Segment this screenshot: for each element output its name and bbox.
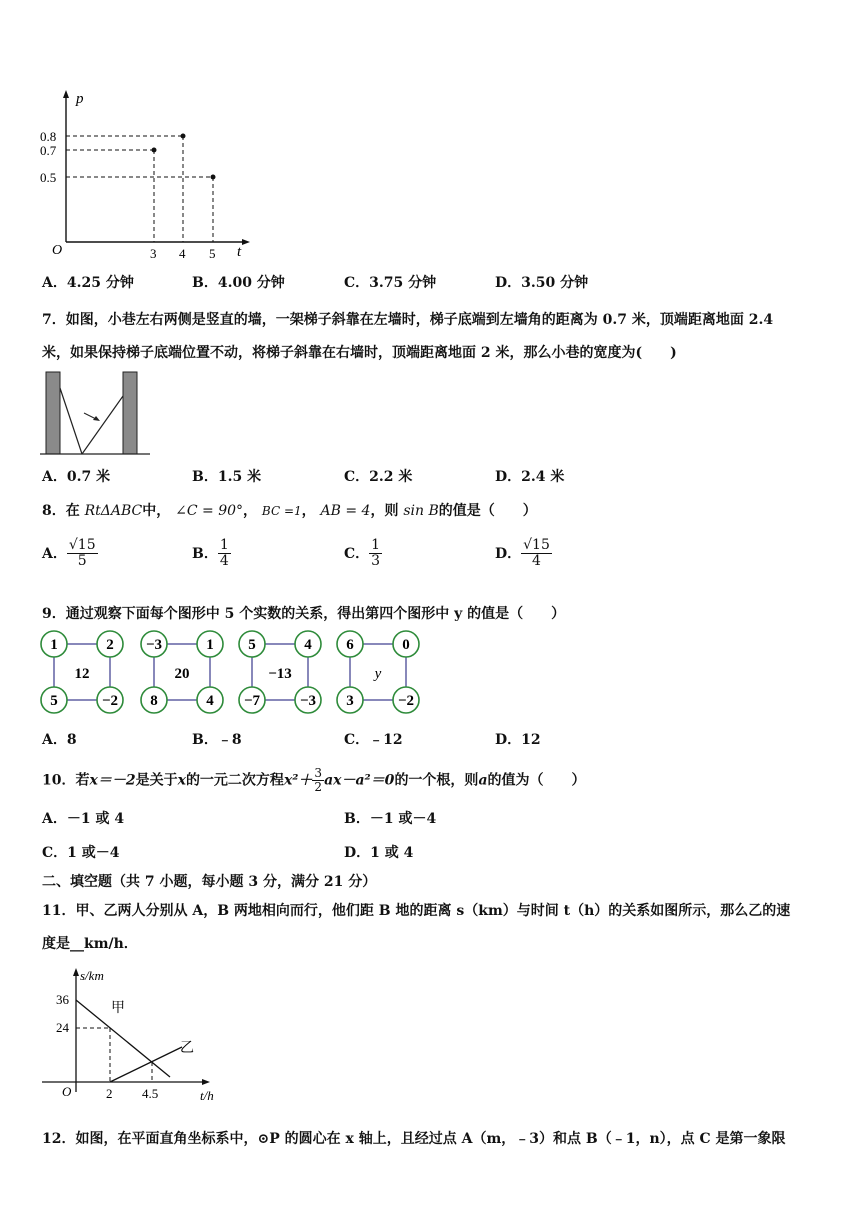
origin-label: O [52,243,63,258]
q8-option-b: B． $\frac{1}{4}$ [192,537,229,570]
q9-corner-value: −3 [299,693,317,709]
q9-figure-2 [141,631,223,713]
tick-0.7: 0.7 [40,143,57,158]
q9-center-value: y [374,666,382,682]
q9-corner-value: 3 [346,693,354,709]
s-axis-arrow [73,968,79,976]
tick-4.5: 4.5 [142,1086,159,1101]
tick-4: 4 [179,246,186,261]
q7-option-d: D．2.4 米 [495,469,565,485]
dashed-guides [66,136,213,242]
t-axis-arrow [202,1079,210,1085]
point-4-0.8 [181,134,186,139]
q9-option-a: A．8 [42,732,77,748]
q9-corner-value: 1 [50,637,58,653]
q8-option-d: D． $\frac{√15}{4}$ [495,537,550,570]
tick-5: 5 [209,246,216,261]
q9-corner-value: 4 [304,637,312,653]
point-5-0.5 [211,175,216,180]
q9-figures [38,628,438,718]
q6-option-b: B．4.00 分钟 [192,275,285,291]
q9-center-value: 20 [174,666,190,682]
q9-corner-value: 6 [346,637,354,653]
q6-option-c: C．3.75 分钟 [344,275,437,291]
q10-option-b: B．－1 或－4 [344,811,437,827]
tick-24: 24 [56,1020,69,1035]
point-3-0.7 [152,148,157,153]
tick-36: 36 [56,992,69,1007]
q9-corner-value: 2 [106,637,114,653]
p-t-graph [36,86,266,264]
q9-center-value: −13 [268,666,292,682]
p-axis-label: p [76,91,84,107]
left-wall [46,372,60,454]
q6-option-d: D．3.50 分钟 [495,275,589,291]
q7-text-line2: 米，如果保持梯子底端位置不动，将梯子斜靠在右墙时，顶端距离地面 2 米，那么小巷的宽度为( ) [42,345,677,361]
q9-corner-value: 4 [206,693,214,709]
q9-option-b: B．﹣8 [192,732,242,748]
q9-center-value: 12 [74,666,90,682]
q9-corner-value: 8 [150,693,158,709]
q11-text-line1: 11．甲、乙两人分别从 A，B 两地相向而行，他们距 B 地的距离 s（km）与时间 t（h）的关系如图所示，那么乙的速 [42,903,791,919]
q7-option-b: B．1.5 米 [192,469,262,485]
ladder-left [60,388,82,454]
q7-option-c: C．2.2 米 [344,469,413,485]
q9-corner-value: −2 [397,693,415,709]
q9-corner-value: −2 [101,693,119,709]
q9-corner-value: 5 [50,693,58,709]
tick-0.5: 0.5 [40,170,57,185]
dashed-guides [76,1028,152,1082]
t-axis-arrow [242,239,250,245]
right-wall [123,372,137,454]
q8-text: 8．在 RtΔABC中， ∠C = 90°， BC =1， AB = 4，则 sin B的值是（ ） [42,503,537,519]
q8-option-a: A． $\frac{√15}{5}$ [42,537,96,570]
q12-text-line1: 12．如图，在平面直角坐标系中，⊙P 的圆心在 x 轴上，且经过点 A（m，﹣3）和点 B（﹣1，n），点 C 是第一象限 [42,1131,786,1147]
q8-option-c: C． $\frac{1}{3}$ [344,537,381,570]
q9-corner-value: −7 [243,693,261,709]
label-jia: 甲 [111,1001,125,1016]
q7-option-a: A．0.7 米 [42,469,111,485]
tick-0.8: 0.8 [40,129,57,144]
q9-text: 9．通过观察下面每个图形中 5 个实数的关系，得出第四个图形中 y 的值是（ ） [42,606,566,622]
q6-option-a: A．4.25 分钟 [42,275,134,291]
q9-corner-value: 0 [402,637,410,653]
q10-text: 10．若x＝－2是关于x的一元二次方程x²＋ $\frac{3}{2}$ ax－a²＝0的一个根，则a的值为（ ） [42,766,586,795]
q9-figure-3 [239,631,321,713]
label-yi: 乙 [180,1041,194,1056]
section-heading: 二、填空题（共 7 小题，每小题 3 分，满分 21 分） [42,874,377,890]
q7-text-line1: 7．如图，小巷左右两侧是竖直的墙，一架梯子斜靠在左墙时，梯子底端到左墙角的距离为 0.7 米，顶端距离地面 2.4 [42,312,774,328]
tick-3: 3 [150,246,157,261]
q10-option-a: A．－1 或 4 [42,811,125,827]
q9-corner-value: 1 [206,637,214,653]
q9-option-c: C．﹣12 [344,732,403,748]
line-yi [110,1047,182,1082]
q9-corner-value: −3 [145,637,163,653]
q9-option-d: D．12 [495,732,541,748]
ladder-alley-figure [40,368,156,458]
origin-label: O [62,1084,72,1099]
q9-figure-4 [337,631,419,713]
p-axis-arrow [63,90,69,98]
s-axis-label: s/km [80,968,104,983]
q10-option-d: D．1 或 4 [344,845,414,861]
tick-2: 2 [106,1086,113,1101]
t-axis-label: t/h [200,1088,214,1103]
q11-text-line2: 度是__km/h． [42,936,138,952]
q9-corner-value: 5 [248,637,256,653]
s-t-graph [34,964,234,1104]
q10-option-c: C．1 或－4 [42,845,120,861]
q9-figure-1 [41,631,123,713]
t-axis-label: t [237,244,242,260]
ladder-right [82,396,123,454]
